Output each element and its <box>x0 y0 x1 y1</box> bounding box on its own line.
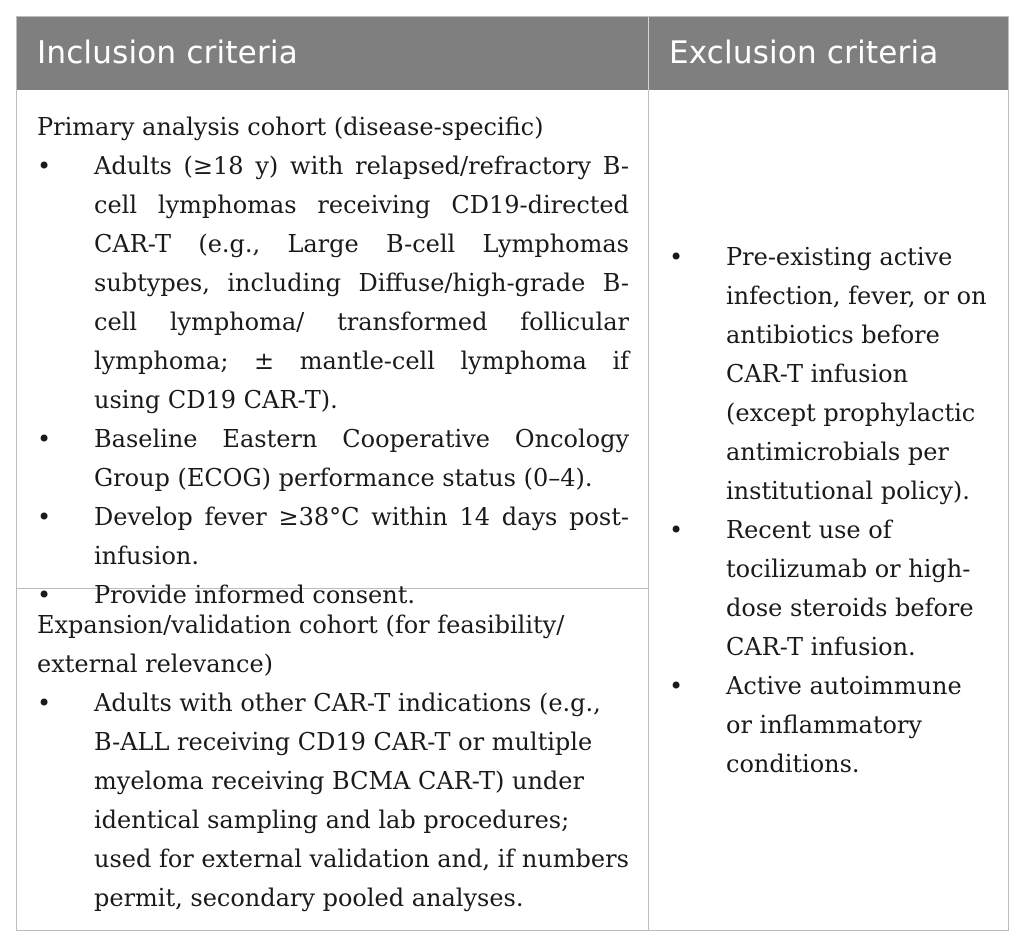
exclusion-list <box>669 238 993 784</box>
list-item: • Active autoimmune or inflammatory conditions. <box>669 667 993 784</box>
table-header-row <box>17 17 1008 90</box>
list-item: • Baseline Eastern Cooperative Oncology Group (ECOG) performance status (0–4). <box>37 420 629 498</box>
bullet-icon: • <box>669 672 684 700</box>
bullet-icon: • <box>37 503 52 531</box>
list-item: • Pre-existing active infection, fever, or on antibiotics before CAR-T infusion (except prophylactic antimicrobials per institutional policy). <box>669 238 993 511</box>
bullet-icon: • <box>37 152 52 180</box>
bullet-icon: • <box>669 243 684 271</box>
list-item: • Provide informed consent. <box>37 576 629 615</box>
criteria-table <box>16 16 1009 931</box>
expansion-cohort-list <box>37 684 629 918</box>
expansion-cohort-title: Expansion/validation cohort (for feasibility/ external relevance) <box>37 611 565 678</box>
bullet-icon: • <box>37 581 52 609</box>
header-exclusion: Exclusion criteria <box>669 35 939 71</box>
header-divider <box>648 17 649 90</box>
list-item: • Adults (≥18 y) with relapsed/refractory B-cell lymphomas receiving CD19-directed CAR-T (e.g., Large B-cell Lymphomas subtypes, including Diffuse/high-grade B-cell lymphoma/ transformed follicular lymphoma; ± mantle-cell lymphoma if using CD19 CAR-T). <box>37 147 629 420</box>
list-item: • Develop fever ≥38°C within 14 days post-infusion. <box>37 498 629 576</box>
header-inclusion: Inclusion criteria <box>37 35 298 71</box>
bullet-icon: • <box>37 689 52 717</box>
primary-cohort-cell <box>37 108 629 615</box>
list-item: • Adults with other CAR-T indications (e.g., B-ALL receiving CD19 CAR-T or multiple myeloma receiving BCMA CAR-T) under identical sampling and lab procedures; used for external validation and, if numbers permit, secondary pooled analyses. <box>37 684 629 918</box>
exclusion-cell <box>669 238 993 784</box>
list-item: • Recent use of tocilizumab or high-dose steroids before CAR-T infusion. <box>669 511 993 667</box>
expansion-cohort-cell <box>37 606 629 918</box>
bullet-icon: • <box>669 516 684 544</box>
primary-cohort-list <box>37 147 629 615</box>
bullet-icon: • <box>37 425 52 453</box>
column-divider <box>648 90 649 930</box>
primary-cohort-title: Primary analysis cohort (disease-specific) <box>37 113 544 141</box>
